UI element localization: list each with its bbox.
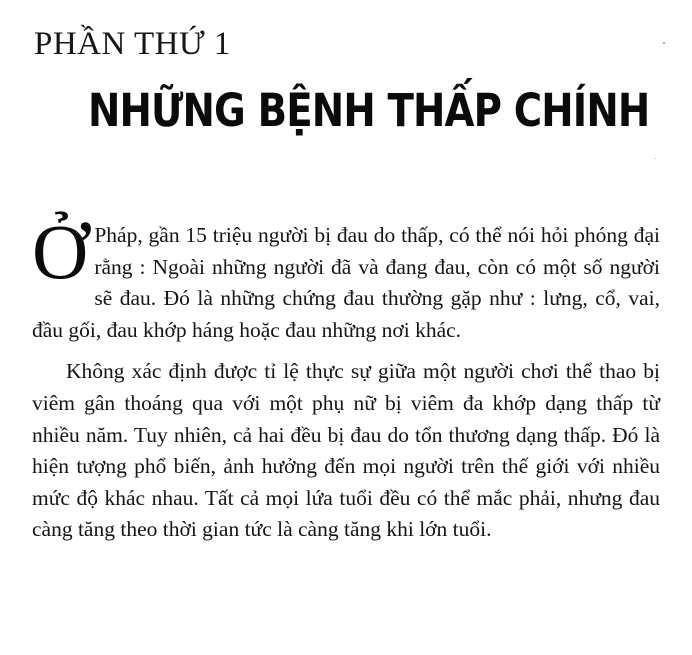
chapter-title: NHỮNG BỆNH THẤP CHÍNH: [88, 84, 650, 137]
part-label: PHẦN THỨ 1: [34, 26, 231, 62]
scan-speck: [663, 42, 665, 44]
body-text: [32, 208, 660, 546]
drop-cap: Ở: [32, 208, 89, 295]
paragraph-1: [32, 208, 660, 346]
scan-speck: [655, 158, 656, 159]
paragraph-2: Không xác định được tỉ lệ thực sự giữa một người chơi thể thao bị viêm gân thoáng qua với một phụ nữ bị viêm đa khớp dạng thấp từ nhiều năm. Tuy nhiên, cả hai đều bị đau do tổn thương dạng thấp. Đó là hiện tượng phổ biến, ảnh hưởng đến mọi người trên thế giới với nhiều mức độ khác nhau. Tất cả mọi lứa tuổi đều có thể mắc phải, nhưng đau càng tăng theo thời gian tức là càng tăng khi lớn tuổi.: [32, 359, 660, 542]
paragraph-1-text: Pháp, gần 15 triệu người bị đau do thấp, có thể nói hỏi phóng đại rằng : Ngoài những người đã và đang đau, còn có một số người sẽ đau. Đó là những chứng đau thường gặp như : lưng, cổ, vai, đầu gối, đau khớp háng hoặc đau những nơi khác.: [32, 223, 660, 342]
